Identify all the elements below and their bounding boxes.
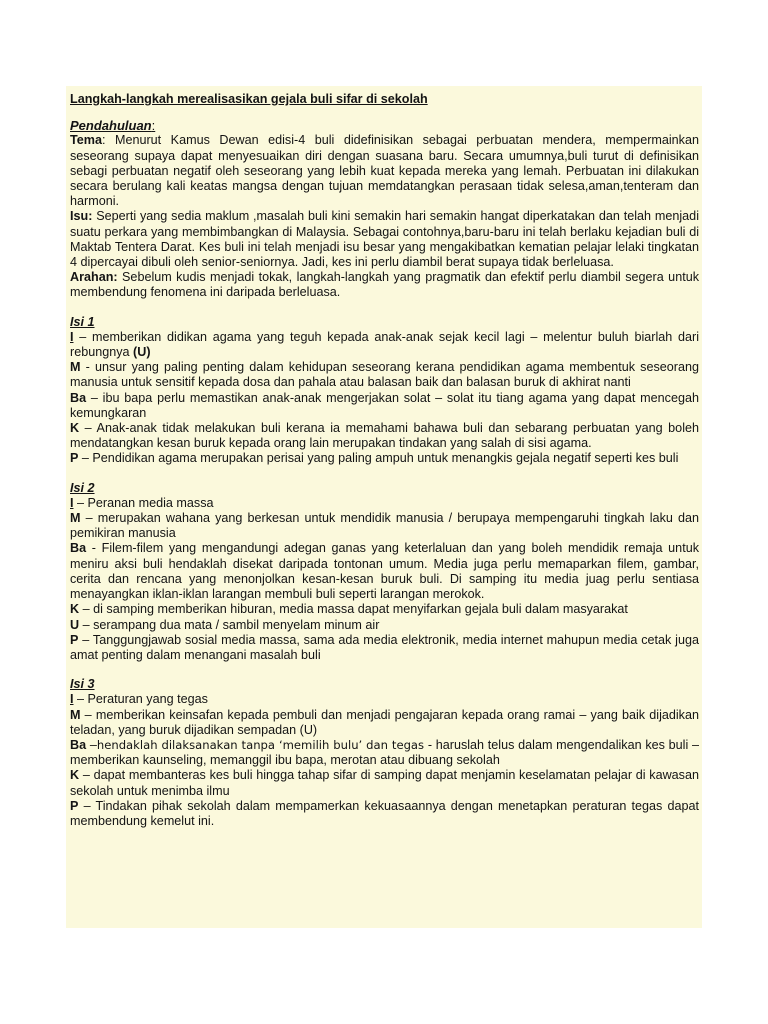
isi2-i-label: I: [70, 495, 74, 510]
isi2-ba-text: - Filem-filem yang mengandungi adegan ganas yang keterlaluan dan yang boleh mendidik remaja untuk meniru aksi buli hendaklah disekat daripada tontonan umum. Media juga perlu memaparkan filem, gambar, cerita dan rencana yang menonjolkan kesan-kesan buruk buli. Di samping itu media juag perlu sentiasa menayangkan iklan-iklan larangan membuli buli seperti larangan merokok.: [70, 541, 699, 602]
isi2-k: [70, 602, 699, 617]
isu-label: Isu:: [70, 209, 93, 224]
isi1-i-tail: (U): [133, 345, 151, 360]
isi1-p-label: P: [70, 451, 79, 466]
isi3-ba: [70, 738, 699, 768]
isi3-i-text: – Peraturan yang tegas: [73, 692, 208, 707]
isi3-ba-dash: –: [86, 737, 97, 752]
isi1-m-text: - unsur yang paling penting dalam kehidupan seseorang kerana pendidikan agama membentuk seseorang manusia untuk sensitif kepada dosa dan pahala atau balasan baik dan balasan buruk di akhirat nanti: [70, 360, 699, 390]
isi1-i-text: – memberikan didikan agama yang teguh kepada anak-anak sejak kecil lagi – melentur buluh biarlah dari rebungnya: [70, 329, 699, 360]
isi1-p-text: – Pendidikan agama merupakan perisai yang paling ampuh untuk menangkis gejala negatif seperti kes buli: [78, 451, 679, 466]
intro-heading: [70, 118, 699, 133]
isi2-m-text: – merupakan wahana yang berkesan untuk mendidik manusia / berupaya mempengaruhi tingkah laku dan pemikiran manusia: [70, 511, 699, 541]
tema-text: : Menurut Kamus Dewan edisi-4 buli didefinisikan sebagai perbuatan mendera, mempermainkan seseorang supaya dapat menyesuaikan diri dengan suasana baru. Secara umumnya,buli turut di definisikan sebagi perbuatan negatif oleh seseorang yang lebih kuat kepada mereka yang lemah. Perbuatan ini dilakukan secara berulang kali keatas mangsa dengan tujuan memdatangkan perasaan tidak selesa,aman,tenteram dan harmoni.: [70, 133, 699, 209]
isi3-k: [70, 768, 699, 798]
isi1-p: [70, 451, 699, 466]
isi2-m: [70, 511, 699, 541]
isi2-p-label: P: [70, 632, 79, 647]
isi3-heading: Isi 3: [70, 677, 95, 692]
isi3-i-label: I: [70, 692, 74, 707]
isi3-p-label: P: [70, 798, 79, 813]
isi3-k-text: – dapat membanteras kes buli hingga tahap sifar di samping dapat menjamin keselamatan pelajar di kawasan sekolah untuk menimba ilmu: [70, 768, 699, 798]
isi3-ba-text-odd: hendaklah dilaksanakan tanpa ‘memilih bulu’ dan tegas: [96, 737, 425, 752]
isi2-k-text: – di samping memberikan hiburan, media massa dapat menyifarkan gejala buli dalam masyarakat: [79, 602, 628, 617]
arahan-paragraph: [70, 270, 699, 300]
isi3-ba-text: - haruslah telus dalam mengendalikan kes buli – memberikan kaunseling, memanggil ibu bapa, merotan atau dibuang sekolah: [70, 737, 699, 768]
isu-text: Seperti yang sedia maklum ,masalah buli kini semakin hari semakin hangat diperkatakan dan telah menjadi suatu perkara yang membimbangkan di Malaysia. Sebagai contohnya,baru-baru ini telah berlaku kejadian buli di Maktab Tentera Darat. Kes buli ini telah menjadi isu besar yang mengakibatkan kematian pelajar lelaki tingkatan 4 dipercayai dibuli oleh senior-seniornya. Jadi, kes ini perlu diambil berat supaya tidak berleluasa.: [70, 209, 699, 270]
intro-heading-colon: :: [151, 118, 156, 134]
intro-heading-text: Pendahuluan: [70, 118, 152, 134]
isi1-i: [70, 330, 699, 360]
isi3-ba-label: Ba: [70, 737, 87, 752]
isi1-i-label: I: [70, 329, 74, 344]
document-page: [66, 86, 702, 928]
isi3-m: [70, 708, 699, 738]
isi3-m-text: – memberikan keinsafan kepada pembuli dan menjadi pengajaran kepada orang ramai – yang baik dijadikan teladan, yang buruk dijadikan sempadan (U): [70, 707, 699, 737]
isi2-p-text: – Tanggungjawab sosial media massa, sama ada media elektronik, media internet mahupun media cetak juga amat penting dalam menangani masalah buli: [70, 632, 699, 662]
isi3-m-label: M: [70, 707, 81, 722]
isi1-m: [70, 360, 699, 390]
tema-label: Tema: [70, 133, 102, 148]
isi2-u-text: – serampang dua mata / sambil menyelam minum air: [79, 617, 380, 632]
isi3-i: [70, 692, 699, 707]
isi2-k-label: K: [70, 602, 80, 617]
tema-paragraph: [70, 133, 699, 209]
isi2-ba: [70, 541, 699, 602]
isi1-ba-text: – ibu bapa perlu memastikan anak-anak mengerjakan solat – solat itu tiang agama yang dapat mencegah kemungkaran: [70, 390, 699, 420]
isi1-k-label: K: [70, 421, 80, 436]
arahan-label: Arahan:: [70, 270, 118, 285]
isi2-i-text: – Peranan media massa: [73, 495, 214, 510]
isi1-k-text: – Anak-anak tidak melakukan buli kerana ia memahami bahawa buli dan sebarang perbuatan yang boleh mendatangkan kesan buruk kepada orang lain merupakan tindakan yang salah di sisi agama.: [70, 421, 699, 451]
isi3-k-label: K: [70, 768, 80, 783]
isi2-u: [70, 618, 699, 633]
isi1-ba: [70, 391, 699, 421]
isi3-p-text: – Tindakan pihak sekolah dalam mempamerkan kekuasaannya dengan menetapkan peraturan tegas dapat membendung kemelut ini.: [70, 798, 699, 828]
document-title: Langkah-langkah merealisasikan gejala buli sifar di sekolah: [70, 92, 428, 106]
isi1-m-label: M: [70, 360, 81, 375]
isi2-p: [70, 633, 699, 663]
isi2-i: [70, 496, 699, 511]
isi2-m-label: M: [70, 511, 81, 526]
isi1-heading: Isi 1: [70, 314, 95, 329]
isi3-p: [70, 799, 699, 829]
isi2-heading: Isi 2: [70, 480, 95, 495]
document-body: [70, 92, 699, 829]
arahan-text: Sebelum kudis menjadi tokak, langkah-langkah yang pragmatik dan efektif perlu diambil segera untuk membendung fenomena ini daripada berleluasa.: [70, 270, 699, 300]
isi2-u-label: U: [70, 617, 80, 632]
isi2-ba-label: Ba: [70, 541, 87, 556]
isi1-k: [70, 421, 699, 451]
isu-paragraph: [70, 209, 699, 270]
isi1-ba-label: Ba: [70, 390, 87, 405]
